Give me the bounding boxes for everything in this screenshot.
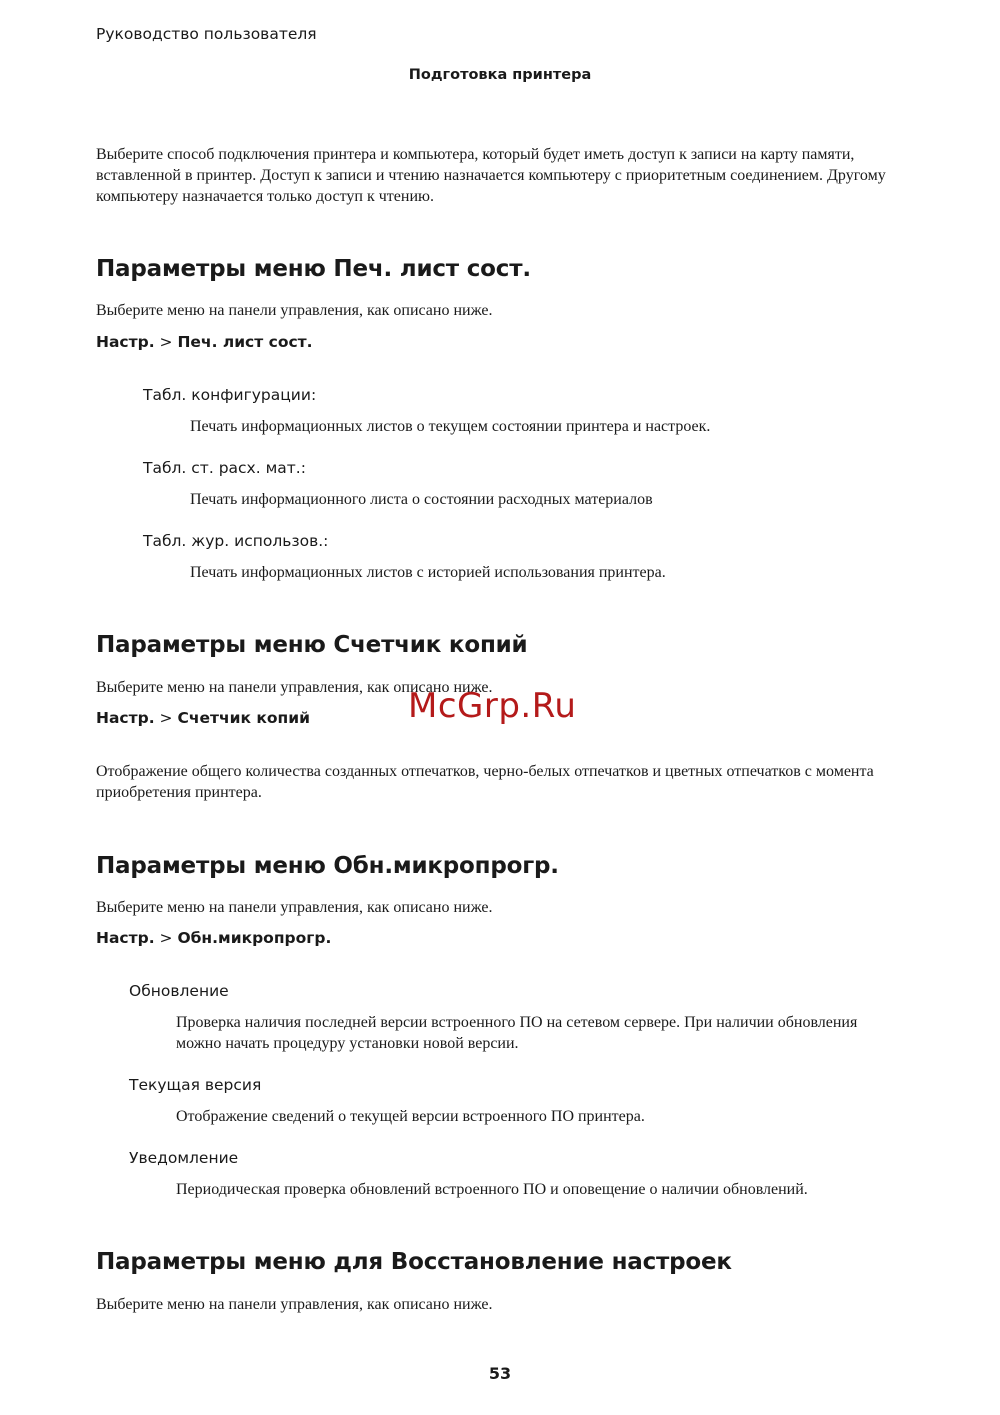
item-description: Печать информационных листов с историей использования принтера. bbox=[190, 564, 666, 581]
item-label: Уведомление bbox=[129, 1149, 239, 1167]
section-instruction: Выберите меню на панели управления, как описано ниже. bbox=[96, 1296, 493, 1313]
item-description: Печать информационных листов о текущем состоянии принтера и настроек. bbox=[190, 418, 711, 435]
section-instruction: Выберите меню на панели управления, как описано ниже. bbox=[96, 899, 493, 916]
item-label: Табл. жур. использов.: bbox=[143, 532, 329, 550]
section-body: Отображение общего количества созданных отпечатков, черно-белых отпечатков и цветных отпечатков с момента приобретения принтера. bbox=[96, 763, 874, 801]
chapter-title: Подготовка принтера bbox=[408, 67, 592, 83]
menu-path-root: Настр. bbox=[96, 333, 155, 351]
menu-path bbox=[96, 709, 310, 727]
section-heading-firmware-update: Параметры меню Обн.микропрогр. bbox=[96, 853, 559, 879]
menu-path bbox=[96, 929, 331, 947]
page-number: 53 bbox=[488, 1364, 512, 1383]
section-heading-restore-settings: Параметры меню для Восстановление настроек bbox=[96, 1249, 732, 1275]
item-description: Проверка наличия последней версии встроенного ПО на сетевом сервере. При наличии обновления можно начать процедуру установки новой версии. bbox=[176, 1014, 858, 1052]
item-label: Табл. конфигурации: bbox=[143, 386, 317, 404]
item-description: Периодическая проверка обновлений встроенного ПО и оповещение о наличии обновлений. bbox=[176, 1181, 808, 1198]
item-label: Текущая версия bbox=[129, 1076, 262, 1094]
menu-path-leaf: Счетчик копий bbox=[177, 709, 310, 727]
watermark: McGrp.Ru bbox=[408, 686, 577, 726]
menu-path-separator: > bbox=[154, 709, 178, 727]
section-heading-status-sheet: Параметры меню Печ. лист сост. bbox=[96, 256, 531, 282]
item-label: Обновление bbox=[129, 982, 229, 1000]
menu-path bbox=[96, 333, 313, 351]
menu-path-leaf: Печ. лист сост. bbox=[177, 333, 313, 351]
item-description: Отображение сведений о текущей версии встроенного ПО принтера. bbox=[176, 1108, 645, 1125]
section-heading-copy-counter: Параметры меню Счетчик копий bbox=[96, 632, 528, 658]
menu-path-leaf: Обн.микропрогр. bbox=[177, 929, 332, 947]
menu-path-root: Настр. bbox=[96, 709, 155, 727]
item-label: Табл. ст. расх. мат.: bbox=[143, 459, 306, 477]
intro-paragraph: Выберите способ подключения принтера и компьютера, который будет иметь доступ к записи на карту памяти, вставленной в принтер. Доступ к записи и чтению назначается компьютеру с приоритетным соединением. Другому компьютеру назначается только доступ к чтению. bbox=[96, 146, 886, 205]
menu-path-separator: > bbox=[154, 929, 178, 947]
running-title: Руководство пользователя bbox=[96, 25, 317, 43]
item-description: Печать информационного листа о состоянии расходных материалов bbox=[190, 491, 653, 508]
menu-path-root: Настр. bbox=[96, 929, 155, 947]
section-instruction: Выберите меню на панели управления, как описано ниже. bbox=[96, 302, 493, 319]
menu-path-separator: > bbox=[154, 333, 178, 351]
section-instruction: Выберите меню на панели управления, как описано ниже. bbox=[96, 679, 493, 696]
